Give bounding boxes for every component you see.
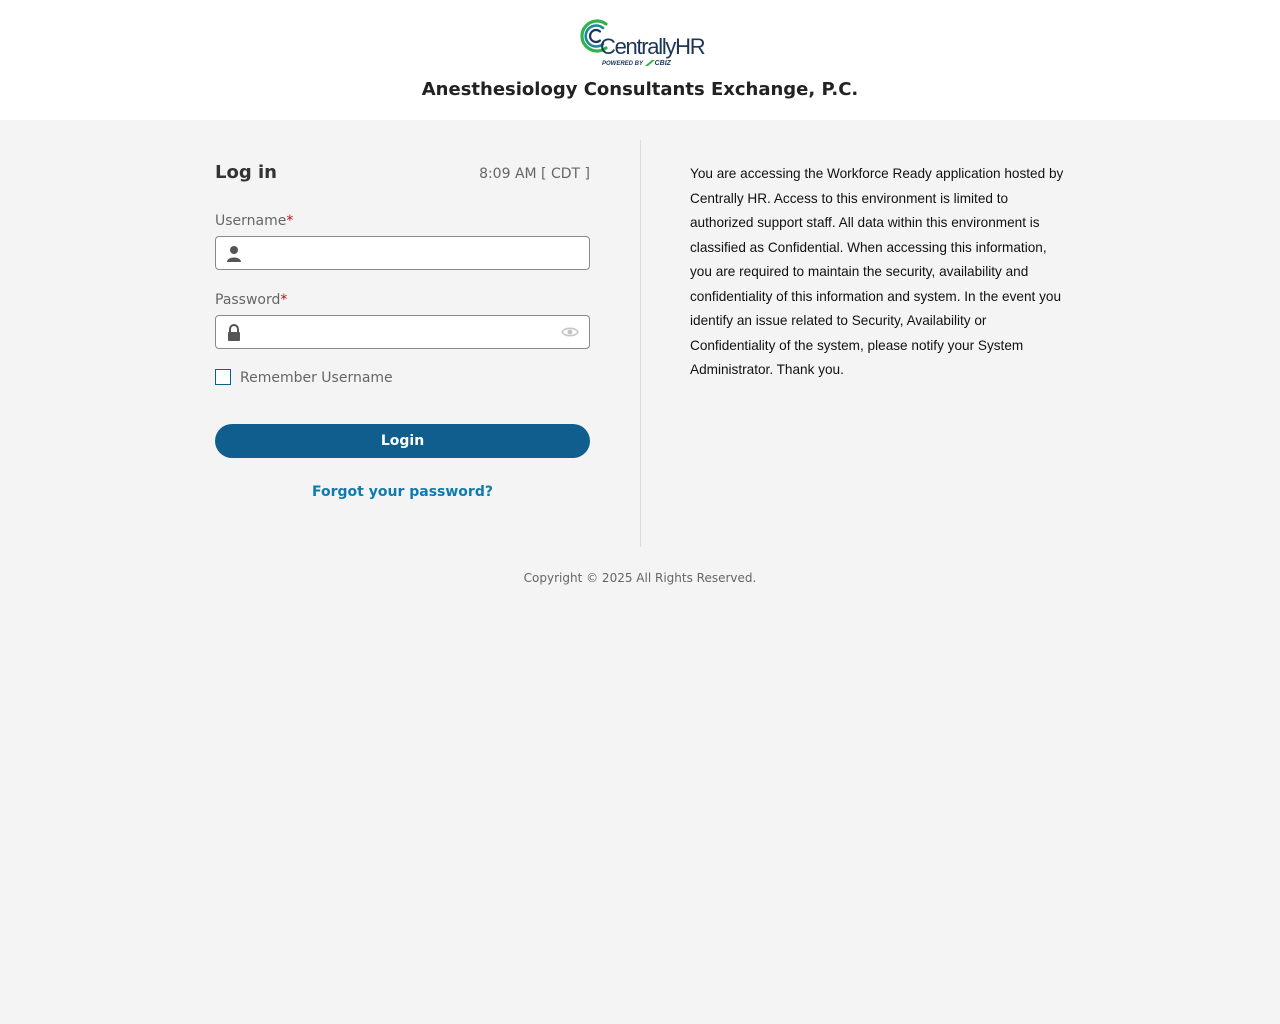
password-label [215,291,287,309]
user-icon [226,245,242,263]
page-header [0,0,1280,120]
eye-icon[interactable] [561,326,579,338]
password-input[interactable] [250,316,550,346]
cbiz-swoosh-icon [645,60,655,66]
centrallyhr-logo [576,16,708,70]
username-input[interactable] [250,237,550,267]
required-marker: * [286,213,294,229]
company-name: Anesthesiology Consultants Exchange, P.C. [421,79,859,100]
username-label-text: Username [215,213,287,229]
page-title: Log in [215,162,277,183]
security-notice: You are accessing the Workforce Ready application hosted by Centrally HR. Access to this environment is limited to authorized support staff. All data within this environment is classified as Confidential. When accessing this information, you are required to maintain the security, availability and confidentiality of this information and system. In the event you identify an issue related to Security, Availability or Confidentiality of the system, please notify your System Administrator. Thank you. [690,166,1064,377]
forgot-password-link[interactable]: Forgot your password? [312,484,493,500]
remember-username-label[interactable]: Remember Username [240,370,393,386]
username-field[interactable] [215,236,590,270]
powered-by-text: POWERED BY [602,61,643,67]
login-button[interactable]: Login [215,424,590,458]
remember-username-checkbox[interactable] [215,369,231,385]
powered-by-brand: CBIZ [654,60,671,67]
copyright-footer: Copyright © 2025 All Rights Reserved. [523,571,757,585]
logo-wordmark: CentrallyHR [600,34,705,59]
current-time: 8:09 AM [ CDT ] [479,166,590,182]
panel-divider [640,140,641,547]
logo-powered-by [602,60,671,68]
password-field[interactable] [215,315,590,349]
required-marker: * [280,292,288,308]
password-label-text: Password [215,292,281,308]
lock-icon [226,324,242,342]
username-label [215,212,293,230]
